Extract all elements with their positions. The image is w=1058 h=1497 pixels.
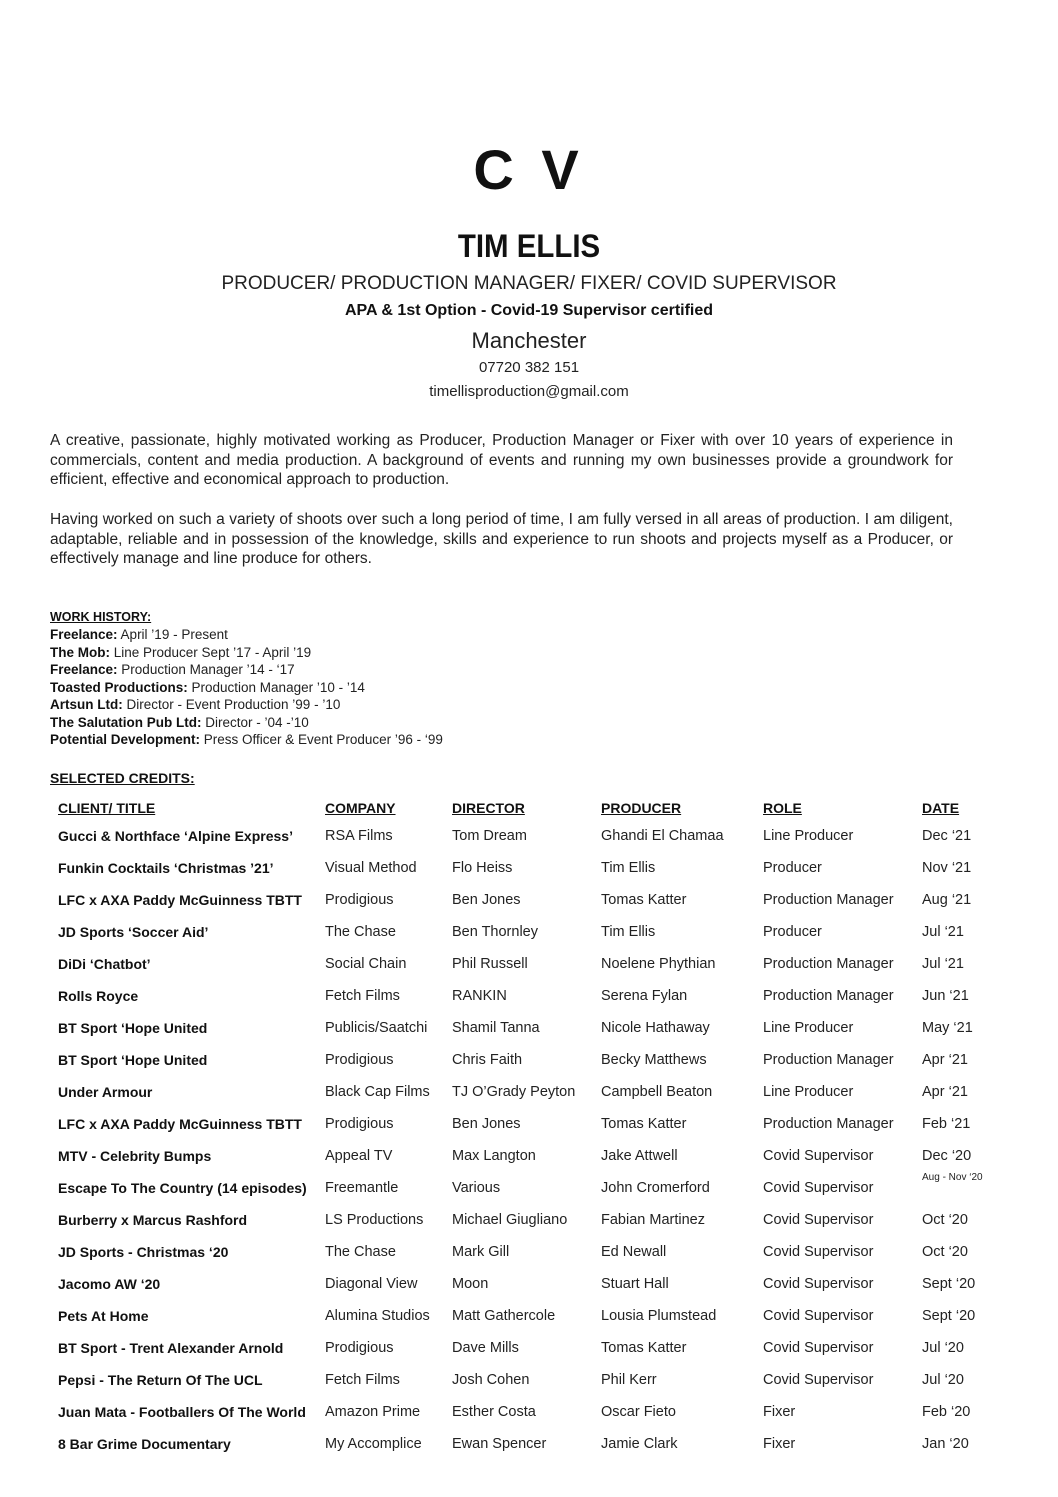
column-header-role: ROLE bbox=[763, 800, 802, 816]
credit-company: LS Productions bbox=[325, 1212, 424, 1228]
credit-company: Prodigious bbox=[325, 892, 394, 908]
credit-row bbox=[58, 854, 998, 886]
credit-row bbox=[58, 1014, 998, 1046]
credit-company: Prodigious bbox=[325, 1052, 394, 1068]
employment-detail: April ’19 - Present bbox=[117, 627, 228, 642]
credit-director: Michael Giugliano bbox=[452, 1212, 568, 1228]
credit-role: Covid Supervisor bbox=[763, 1372, 874, 1388]
summary-paragraph-1: A creative, passionate, highly motivated working as Producer, Production Manager or Fixer with over 10 years of experience in commercials, content and media production. A background of events and running my own businesses provide a groundwork for efficient, effective and economical approach to production. bbox=[50, 432, 953, 488]
selected-credits-heading: SELECTED CREDITS: bbox=[50, 770, 195, 786]
credit-company: My Accomplice bbox=[325, 1436, 422, 1452]
credit-company: Prodigious bbox=[325, 1340, 394, 1356]
credit-client: Escape To The Country (14 episodes) bbox=[58, 1180, 307, 1196]
credit-producer: Ed Newall bbox=[601, 1244, 667, 1260]
credit-company: Publicis/Saatchi bbox=[325, 1020, 428, 1036]
credit-date: Dec ‘20 bbox=[922, 1148, 972, 1164]
credit-producer: Ghandi El Chamaa bbox=[601, 828, 724, 844]
employment-detail: Director - ’04 -’10 bbox=[201, 714, 309, 730]
credit-role: Covid Supervisor bbox=[763, 1180, 874, 1196]
applicant-name: TIM ELLIS bbox=[457, 228, 601, 264]
employer-name: Artsun Ltd: bbox=[50, 697, 123, 712]
employment-detail: Production Manager ’14 - ‘17 bbox=[117, 662, 295, 677]
credit-date: Jul ‘21 bbox=[922, 924, 964, 940]
credit-date: Oct ‘20 bbox=[922, 1212, 968, 1228]
credit-director: Ewan Spencer bbox=[452, 1436, 547, 1452]
credit-director: Chris Faith bbox=[452, 1052, 523, 1068]
employment-detail: Director - Event Production ’99 - ’10 bbox=[122, 697, 341, 712]
credit-client: LFC x AXA Paddy McGuinness TBTT bbox=[58, 892, 302, 908]
credit-client: Pets At Home bbox=[58, 1308, 149, 1324]
credit-role: Fixer bbox=[763, 1436, 796, 1452]
column-header-company: COMPANY bbox=[325, 800, 396, 816]
credit-client: Burberry x Marcus Rashford bbox=[58, 1212, 248, 1228]
credit-row bbox=[58, 918, 998, 950]
credit-role: Covid Supervisor bbox=[763, 1340, 874, 1356]
credit-date: Jul ‘20 bbox=[922, 1340, 964, 1356]
credit-producer: Jake Attwell bbox=[601, 1148, 678, 1164]
credit-row bbox=[58, 1046, 998, 1078]
credit-row bbox=[58, 1110, 998, 1142]
credit-director: Flo Heiss bbox=[452, 860, 513, 876]
employer-name: The Salutation Pub Ltd: bbox=[50, 714, 202, 730]
credit-client: BT Sport ‘Hope United bbox=[58, 1020, 208, 1036]
credit-producer: Jamie Clark bbox=[601, 1436, 678, 1452]
credit-role: Production Manager bbox=[763, 892, 894, 908]
credits-table bbox=[58, 794, 998, 1462]
credit-row bbox=[58, 982, 998, 1014]
credit-row bbox=[58, 822, 998, 854]
credit-row bbox=[58, 1238, 998, 1270]
credit-date: Jan ‘20 bbox=[922, 1436, 969, 1452]
credit-client: Under Armour bbox=[58, 1084, 153, 1100]
location: Manchester bbox=[471, 328, 587, 353]
credit-director: TJ O’Grady Peyton bbox=[452, 1084, 576, 1100]
credit-client: Juan Mata - Footballers Of The World bbox=[58, 1404, 306, 1420]
credit-producer: Phil Kerr bbox=[601, 1372, 657, 1388]
credit-client: Pepsi - The Return Of The UCL bbox=[58, 1372, 263, 1388]
credit-row bbox=[58, 886, 998, 918]
column-header-client: CLIENT/ TITLE bbox=[58, 800, 156, 816]
employer-name: Potential Development: bbox=[50, 732, 201, 747]
credit-company: Amazon Prime bbox=[325, 1404, 421, 1420]
credit-company: RSA Films bbox=[325, 828, 393, 844]
credit-role: Covid Supervisor bbox=[763, 1276, 874, 1292]
credit-role: Production Manager bbox=[763, 988, 894, 1004]
credit-client: BT Sport - Trent Alexander Arnold bbox=[58, 1340, 284, 1356]
credit-director: Tom Dream bbox=[452, 828, 527, 844]
credit-director: Ben Jones bbox=[452, 1116, 521, 1132]
credit-producer: Tim Ellis bbox=[601, 860, 656, 876]
credit-row bbox=[58, 1430, 998, 1462]
credit-role: Line Producer bbox=[763, 1084, 854, 1100]
credit-director: Ben Jones bbox=[452, 892, 521, 908]
credit-client: 8 Bar Grime Documentary bbox=[58, 1436, 231, 1452]
credit-date: Feb ‘21 bbox=[922, 1116, 971, 1132]
credit-client: BT Sport ‘Hope United bbox=[58, 1052, 208, 1068]
credit-producer: Noelene Phythian bbox=[601, 956, 716, 972]
job-roles: PRODUCER/ PRODUCTION MANAGER/ FIXER/ COVID SUPERVISOR bbox=[221, 273, 837, 294]
credit-date: Sept ‘20 bbox=[922, 1276, 976, 1292]
credit-role: Line Producer bbox=[763, 828, 854, 844]
work-history-item bbox=[50, 731, 443, 749]
credit-row bbox=[58, 1206, 998, 1238]
employer-name: Toasted Productions: bbox=[50, 679, 188, 695]
credit-producer: Nicole Hathaway bbox=[601, 1020, 710, 1036]
credit-director: Ben Thornley bbox=[452, 924, 538, 940]
employment-detail: Press Officer & Event Producer ’96 - ‘99 bbox=[200, 732, 443, 747]
employer-name: The Mob: bbox=[50, 644, 110, 660]
credit-producer: Tomas Katter bbox=[601, 1340, 687, 1356]
credit-company: Alumina Studios bbox=[325, 1308, 430, 1324]
credit-director: Shamil Tanna bbox=[452, 1020, 540, 1036]
credit-producer: Fabian Martinez bbox=[601, 1212, 705, 1228]
credit-company: Freemantle bbox=[325, 1180, 399, 1196]
work-history-item bbox=[50, 714, 443, 732]
credit-date: Apr ‘21 bbox=[922, 1052, 968, 1068]
credit-company: Appeal TV bbox=[325, 1148, 393, 1164]
credit-director: Moon bbox=[452, 1276, 489, 1292]
credit-client: MTV - Celebrity Bumps bbox=[58, 1148, 212, 1164]
credit-producer: John Cromerford bbox=[601, 1180, 710, 1196]
credit-role: Covid Supervisor bbox=[763, 1308, 874, 1324]
credit-company: Social Chain bbox=[325, 956, 407, 972]
email-address: timellisproduction@gmail.com bbox=[429, 383, 629, 400]
credit-company: Visual Method bbox=[325, 860, 417, 876]
credit-producer: Serena Fylan bbox=[601, 988, 688, 1004]
credit-client: JD Sports ‘Soccer Aid’ bbox=[58, 924, 209, 940]
credit-director: Phil Russell bbox=[452, 956, 528, 972]
credit-producer: Campbell Beaton bbox=[601, 1084, 713, 1100]
credit-producer: Becky Matthews bbox=[601, 1052, 707, 1068]
cv-title: C V bbox=[473, 138, 585, 201]
credit-date: Nov ‘21 bbox=[922, 860, 972, 876]
credit-role: Covid Supervisor bbox=[763, 1212, 874, 1228]
summary-paragraph-2: Having worked on such a variety of shoots over such a long period of time, I am fully versed in all areas of production. I am diligent, adaptable, reliable and in possession of the knowledge, skills and experience to run shoots and projects myself as a Producer, or effectively manage and line produce for others. bbox=[50, 511, 953, 567]
employment-detail: Line Producer Sept ’17 - April ’19 bbox=[110, 644, 312, 660]
credit-director: Various bbox=[452, 1180, 501, 1196]
credit-company: Fetch Films bbox=[325, 1372, 400, 1388]
credit-company: The Chase bbox=[325, 924, 396, 940]
credit-date: May ‘21 bbox=[922, 1020, 973, 1036]
credit-company: Fetch Films bbox=[325, 988, 400, 1004]
credit-producer: Tomas Katter bbox=[601, 1116, 687, 1132]
credit-director: Matt Gathercole bbox=[452, 1308, 556, 1324]
column-header-director: DIRECTOR bbox=[452, 800, 525, 816]
credit-producer: Tomas Katter bbox=[601, 892, 687, 908]
credit-company: The Chase bbox=[325, 1244, 396, 1260]
credit-row bbox=[58, 1078, 998, 1110]
credit-director: Josh Cohen bbox=[452, 1372, 530, 1388]
credit-row bbox=[58, 1398, 998, 1430]
credit-producer: Tim Ellis bbox=[601, 924, 656, 940]
credit-date: Sept ‘20 bbox=[922, 1308, 976, 1324]
credit-role: Covid Supervisor bbox=[763, 1148, 874, 1164]
credit-director: Dave Mills bbox=[452, 1340, 519, 1356]
phone-number: 07720 382 151 bbox=[478, 359, 580, 376]
credit-client: DiDi ‘Chatbot’ bbox=[58, 956, 151, 972]
work-history-item bbox=[50, 696, 443, 714]
credit-director: Max Langton bbox=[452, 1148, 536, 1164]
work-history-item bbox=[50, 679, 443, 697]
employment-detail: Production Manager ’10 - ’14 bbox=[187, 679, 365, 695]
credit-row bbox=[58, 1174, 998, 1206]
credits-header-row bbox=[58, 794, 998, 822]
credit-date: Jun ‘21 bbox=[922, 988, 969, 1004]
credit-role: Fixer bbox=[763, 1404, 796, 1420]
credit-producer: Stuart Hall bbox=[601, 1276, 669, 1292]
work-history-heading: WORK HISTORY: bbox=[50, 610, 152, 624]
credit-director: RANKIN bbox=[452, 988, 507, 1004]
credit-client: Rolls Royce bbox=[58, 988, 139, 1004]
credit-role: Production Manager bbox=[763, 1116, 894, 1132]
credit-row bbox=[58, 1270, 998, 1302]
certification: APA & 1st Option - Covid-19 Supervisor certified bbox=[344, 302, 714, 319]
credit-role: Production Manager bbox=[763, 1052, 894, 1068]
work-history-item bbox=[50, 644, 443, 662]
credit-client: Gucci & Northface ‘Alpine Express’ bbox=[58, 828, 293, 844]
work-history-item bbox=[50, 626, 443, 644]
credit-role: Line Producer bbox=[763, 1020, 854, 1036]
credit-company: Diagonal View bbox=[325, 1276, 418, 1292]
credit-director: Esther Costa bbox=[452, 1404, 536, 1420]
credit-row bbox=[58, 1142, 998, 1174]
credit-date: Aug - Nov ‘20 bbox=[922, 1172, 983, 1183]
credit-date: Jul ‘20 bbox=[922, 1372, 964, 1388]
employer-name: Freelance: bbox=[50, 662, 118, 677]
credit-role: Production Manager bbox=[763, 956, 894, 972]
credit-role: Producer bbox=[763, 924, 822, 940]
credit-producer: Oscar Fieto bbox=[601, 1404, 676, 1420]
credit-date: Dec ‘21 bbox=[922, 828, 972, 844]
credit-date: Oct ‘20 bbox=[922, 1244, 968, 1260]
credit-company: Black Cap Films bbox=[325, 1084, 430, 1100]
credit-role: Producer bbox=[763, 860, 822, 876]
credit-row bbox=[58, 950, 998, 982]
credit-date: Apr ‘21 bbox=[922, 1084, 968, 1100]
work-history-item bbox=[50, 661, 443, 679]
credit-director: Mark Gill bbox=[452, 1244, 510, 1260]
credit-client: Funkin Cocktails ‘Christmas ’21’ bbox=[58, 860, 274, 876]
work-history-list bbox=[50, 626, 443, 749]
credit-date: Feb ‘20 bbox=[922, 1404, 971, 1420]
credit-client: Jacomo AW ‘20 bbox=[58, 1276, 161, 1292]
credit-producer: Lousia Plumstead bbox=[601, 1308, 717, 1324]
credit-row bbox=[58, 1366, 998, 1398]
credit-company: Prodigious bbox=[325, 1116, 394, 1132]
credit-date: Jul ‘21 bbox=[922, 956, 964, 972]
column-header-date: DATE bbox=[922, 800, 960, 816]
credit-role: Covid Supervisor bbox=[763, 1244, 874, 1260]
employer-name: Freelance: bbox=[50, 627, 118, 642]
credit-client: LFC x AXA Paddy McGuinness TBTT bbox=[58, 1116, 302, 1132]
column-header-producer: PRODUCER bbox=[601, 800, 682, 816]
credit-date: Aug ‘21 bbox=[922, 892, 972, 908]
credit-client: JD Sports - Christmas ‘20 bbox=[58, 1244, 229, 1260]
credit-row bbox=[58, 1334, 998, 1366]
credit-row bbox=[58, 1302, 998, 1334]
